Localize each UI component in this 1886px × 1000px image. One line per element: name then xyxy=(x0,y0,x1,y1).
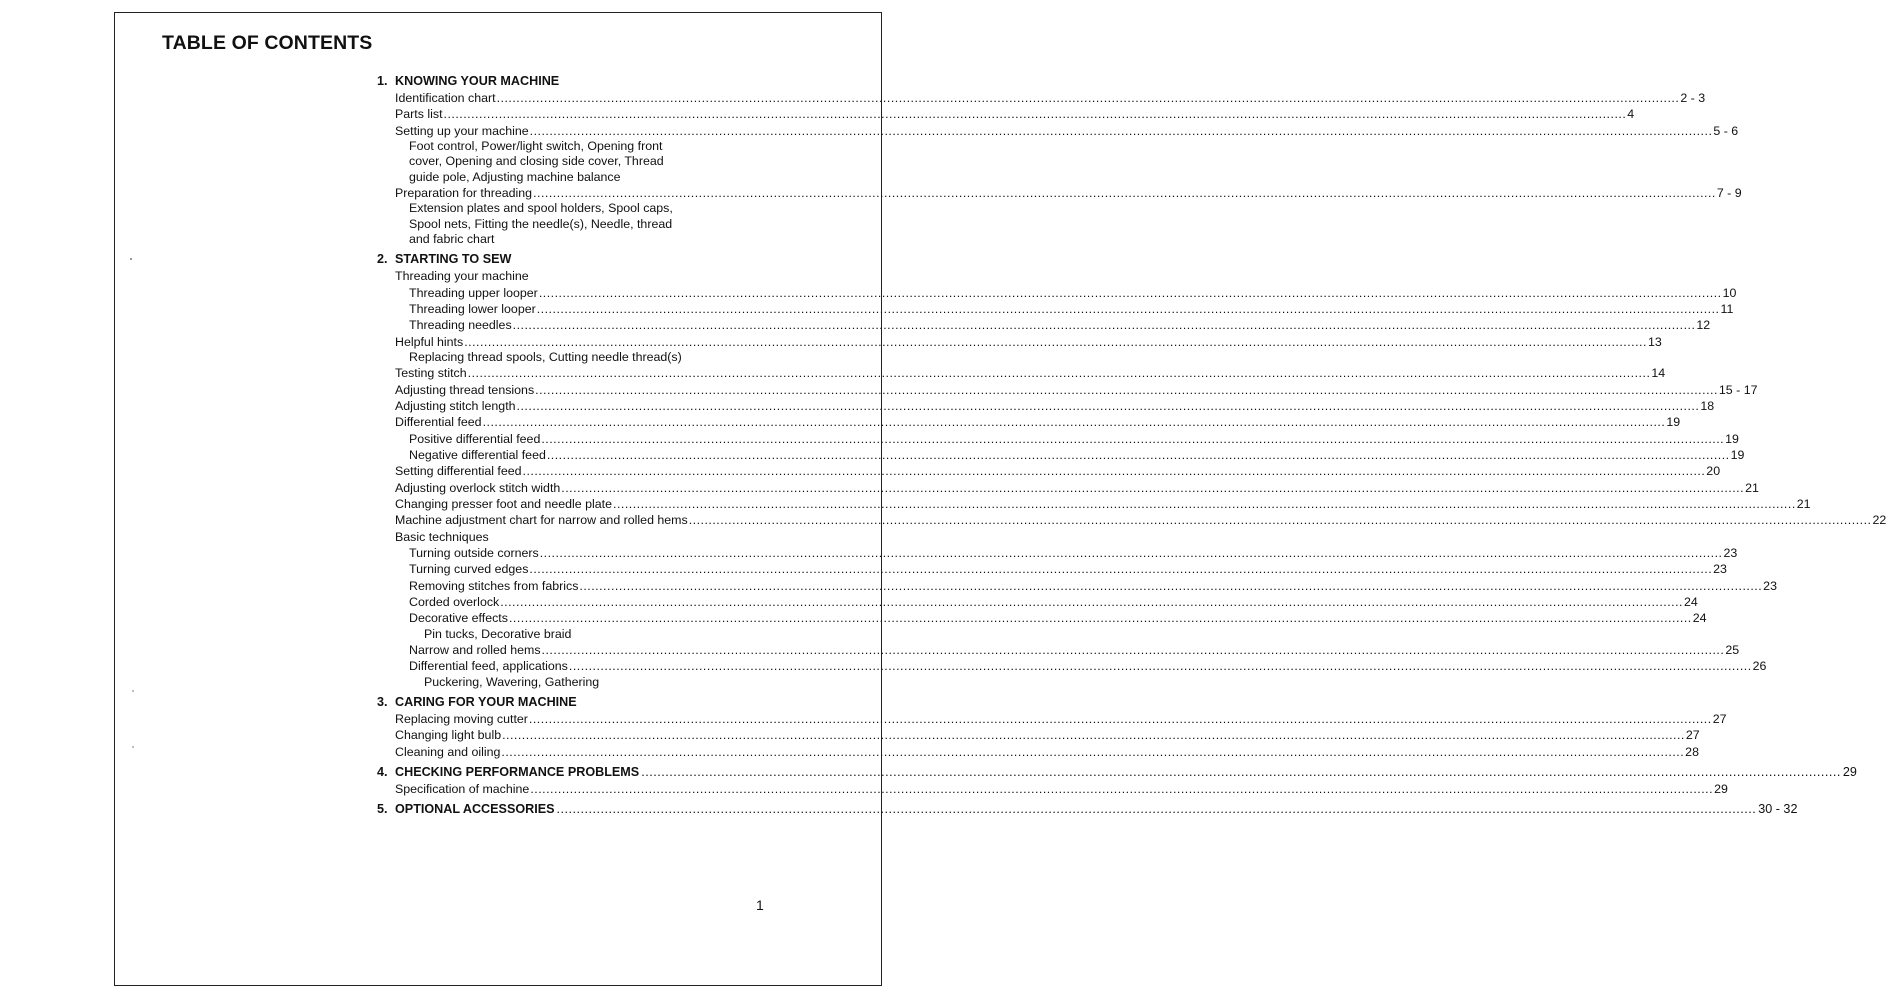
dot-leader: ............................................................................................................................................................................................................................................................................................................ xyxy=(538,285,1722,300)
entry-page: 24 xyxy=(1684,594,1698,609)
page-number: 1 xyxy=(756,897,764,913)
entry-page: 29 xyxy=(1714,781,1728,796)
scan-speck xyxy=(130,258,132,260)
dot-leader: ............................................................................................................................................................................................................................................................................................................ xyxy=(530,781,1714,796)
entry-page: 27 xyxy=(1712,711,1727,726)
entry-page: 23 xyxy=(1713,562,1727,577)
entry-title: Threading your machine xyxy=(395,269,529,284)
toc-entry xyxy=(377,561,1727,577)
toc-subtopics: and fabric chart xyxy=(409,231,495,246)
dot-leader: ............................................................................................................................................................................................................................................................................................................ xyxy=(508,611,1692,626)
entry-page: 23 xyxy=(1763,578,1777,593)
entry-page: 2 - 3 xyxy=(1680,91,1706,105)
scan-speck xyxy=(132,746,134,748)
entry-page: 19 xyxy=(1730,447,1745,462)
entry-title: Setting up your machine xyxy=(395,123,529,138)
toc-entry xyxy=(377,578,1777,594)
entry-page: 19 xyxy=(1666,415,1681,430)
entry-page: 11 xyxy=(1720,301,1734,316)
entry-title: Basic techniques xyxy=(395,529,489,544)
toc-section xyxy=(377,801,1798,818)
entry-title: Turning outside corners xyxy=(409,545,539,560)
toc-entry xyxy=(377,398,1715,414)
entry-title: Adjusting stitch length xyxy=(395,398,516,413)
entry-title: Changing presser foot and needle plate xyxy=(395,496,612,511)
entry-title: Identification chart xyxy=(395,91,496,105)
section-title: STARTING TO SEW xyxy=(395,252,512,267)
section-heading xyxy=(377,251,769,268)
section-page: 29 xyxy=(1842,764,1857,779)
dot-leader: ............................................................................................................................................................................................................................................................................................................ xyxy=(541,642,1725,657)
dot-leader: ............................................................................................................................................................................................................................................................................................................ xyxy=(522,464,1706,479)
toc-section xyxy=(377,764,1857,797)
toc-entry xyxy=(377,512,1886,528)
toc-entry xyxy=(377,90,1706,106)
toc-entry xyxy=(377,185,1742,201)
toc-entry xyxy=(377,658,1767,674)
dot-leader: ............................................................................................................................................................................................................................................................................................................ xyxy=(482,415,1666,430)
entry-title: Specification of machine xyxy=(395,781,530,796)
toc-subtopics: Pin tucks, Decorative braid xyxy=(424,626,572,641)
dot-leader: ............................................................................................................................................................................................................................................................................................................ xyxy=(464,334,1647,349)
toc-entry xyxy=(377,317,1711,333)
dot-leader: ............................................................................................................................................................................................................................................................................................................ xyxy=(568,659,1752,674)
section-title: CHECKING PERFORMANCE PROBLEMS xyxy=(395,764,640,779)
dot-leader: ............................................................................................................................................................................................................................................................................................................ xyxy=(539,545,1723,560)
entry-title: Differential feed xyxy=(395,415,482,430)
entry-title: Differential feed, applications xyxy=(409,659,568,674)
dot-leader: ............................................................................................................................................................................................................................................................................................................ xyxy=(579,578,1763,593)
toc-entry xyxy=(377,365,1666,381)
dot-leader: ............................................................................................................................................................................................................................................................................................................ xyxy=(688,513,1872,528)
section-heading xyxy=(377,694,769,711)
toc-entry xyxy=(377,545,1738,561)
entry-page: 24 xyxy=(1692,611,1707,626)
section-heading xyxy=(377,73,769,90)
toc-entry xyxy=(377,642,1740,658)
section-number: 2. xyxy=(377,252,388,267)
page-title: TABLE OF CONTENTS xyxy=(162,32,373,54)
toc-subtopics: Replacing thread spools, Cutting needle thread(s) xyxy=(409,349,682,364)
entry-title: Testing stitch xyxy=(395,366,467,381)
toc-entry xyxy=(377,334,1662,350)
toc-entry xyxy=(377,727,1700,743)
entry-page: 13 xyxy=(1647,334,1662,349)
dot-leader: ............................................................................................................................................................................................................................................................................................................ xyxy=(512,318,1696,333)
dot-leader: ............................................................................................................................................................................................................................................................................................................ xyxy=(535,382,1718,397)
toc-entry xyxy=(377,594,1698,610)
toc-section xyxy=(377,73,1742,247)
toc-subtopics: Extension plates and spool holders, Spool caps, xyxy=(409,201,673,216)
dot-leader: ............................................................................................................................................................................................................................................................................................................ xyxy=(641,764,1841,779)
entry-title: Machine adjustment chart for narrow and rolled hems xyxy=(395,513,688,528)
entry-title: Threading lower looper xyxy=(409,301,536,316)
entry-page: 15 - 17 xyxy=(1718,382,1758,397)
toc-entry xyxy=(377,529,769,545)
section-page: 30 - 32 xyxy=(1758,802,1798,817)
entry-page: 22 xyxy=(1872,513,1886,528)
toc-entry xyxy=(377,301,1734,317)
toc-entry xyxy=(377,480,1759,496)
entry-title: Narrow and rolled hems xyxy=(409,642,541,657)
dot-leader: ............................................................................................................................................................................................................................................................................................................ xyxy=(529,123,1713,138)
toc-entry xyxy=(377,285,1737,301)
section-number: 4. xyxy=(377,764,388,779)
scan-speck xyxy=(132,690,134,692)
dot-leader: ............................................................................................................................................................................................................................................................................................................ xyxy=(528,711,1712,726)
toc-entry xyxy=(377,382,1758,398)
entry-title: Helpful hints xyxy=(395,334,464,349)
entry-page: 4 xyxy=(1627,107,1635,122)
dot-leader: ............................................................................................................................................................................................................................................................................................................ xyxy=(541,431,1725,446)
entry-page: 5 - 6 xyxy=(1713,123,1739,138)
section-title: OPTIONAL ACCESSORIES xyxy=(395,802,555,817)
dot-leader: ............................................................................................................................................................................................................................................................................................................ xyxy=(443,107,1627,122)
toc-entry xyxy=(377,414,1681,430)
entry-title: Threading upper looper xyxy=(409,285,538,300)
table-of-contents xyxy=(377,73,1886,822)
entry-page: 18 xyxy=(1700,398,1715,413)
toc-entry xyxy=(377,268,769,284)
entry-title: Corded overlock xyxy=(409,594,500,609)
toc-subtopics: Spool nets, Fitting the needle(s), Needle, thread xyxy=(409,216,673,231)
entry-page: 7 - 9 xyxy=(1716,185,1742,200)
dot-leader: ............................................................................................................................................................................................................................................................................................................ xyxy=(561,480,1745,495)
section-number: 1. xyxy=(377,74,388,88)
toc-subtopics: Puckering, Wavering, Gathering xyxy=(424,674,600,689)
dot-leader: ............................................................................................................................................................................................................................................................................................................ xyxy=(500,594,1683,609)
section-number: 5. xyxy=(377,802,388,817)
entry-page: 10 xyxy=(1722,285,1737,300)
dot-leader: ............................................................................................................................................................................................................................................................................................................ xyxy=(529,562,1713,577)
entry-title: Negative differential feed xyxy=(409,447,546,462)
toc-entry xyxy=(377,781,1728,797)
entry-title: Parts list xyxy=(395,107,443,122)
dot-leader: ............................................................................................................................................................................................................................................................................................................ xyxy=(516,398,1700,413)
section-heading xyxy=(377,801,1798,818)
section-number: 3. xyxy=(377,694,388,709)
entry-title: Adjusting overlock stitch width xyxy=(395,480,561,495)
dot-leader: ............................................................................................................................................................................................................................................................................................................ xyxy=(546,447,1730,462)
entry-page: 20 xyxy=(1706,464,1721,479)
toc-entry xyxy=(377,711,1727,727)
section-title: KNOWING YOUR MACHINE xyxy=(395,74,560,88)
toc-entry xyxy=(377,744,1699,760)
toc-section xyxy=(377,694,1727,760)
toc-entry xyxy=(377,496,1811,512)
toc-entry xyxy=(377,610,1707,626)
toc-section xyxy=(377,251,1886,690)
dot-leader: ............................................................................................................................................................................................................................................................................................................ xyxy=(467,366,1651,381)
entry-title: Threading needles xyxy=(409,318,512,333)
dot-leader: ............................................................................................................................................................................................................................................................................................................ xyxy=(501,744,1685,759)
entry-page: 21 xyxy=(1745,480,1759,495)
entry-title: Turning curved edges xyxy=(409,562,529,577)
toc-entry xyxy=(377,447,1745,463)
dot-leader: ............................................................................................................................................................................................................................................................................................................ xyxy=(536,301,1720,316)
dot-leader: ............................................................................................................................................................................................................................................................................................................ xyxy=(502,728,1685,743)
section-heading xyxy=(377,764,1857,781)
toc-entry xyxy=(377,123,1739,139)
dot-leader: ............................................................................................................................................................................................................................................................................................................ xyxy=(556,802,1757,817)
entry-title: Cleaning and oiling xyxy=(395,744,501,759)
entry-page: 28 xyxy=(1685,744,1699,759)
entry-page: 14 xyxy=(1651,366,1666,381)
toc-subtopics: Foot control, Power/light switch, Opening front xyxy=(409,139,663,154)
entry-title: Adjusting thread tensions xyxy=(395,382,535,397)
entry-title: Changing light bulb xyxy=(395,728,502,743)
entry-title: Setting differential feed xyxy=(395,464,522,479)
dot-leader: ............................................................................................................................................................................................................................................................................................................ xyxy=(533,185,1716,200)
entry-title: Positive differential feed xyxy=(409,431,541,446)
toc-entry xyxy=(377,431,1739,447)
dot-leader: ............................................................................................................................................................................................................................................................................................................ xyxy=(496,91,1680,105)
entry-page: 21 xyxy=(1796,496,1811,511)
entry-page: 26 xyxy=(1752,659,1767,674)
toc-entry xyxy=(377,106,1635,122)
entry-title: Decorative effects xyxy=(409,611,508,626)
toc-subtopics: cover, Opening and closing side cover, Thread xyxy=(409,154,664,169)
entry-page: 12 xyxy=(1696,318,1711,333)
entry-title: Preparation for threading xyxy=(395,185,533,200)
entry-title: Removing stitches from fabrics xyxy=(409,578,579,593)
entry-page: 23 xyxy=(1723,545,1738,560)
toc-subtopics: guide pole, Adjusting machine balance xyxy=(409,169,621,184)
entry-page: 25 xyxy=(1725,642,1740,657)
entry-title: Replacing moving cutter xyxy=(395,711,528,726)
entry-page: 27 xyxy=(1685,728,1700,743)
toc-entry xyxy=(377,463,1721,479)
dot-leader: ............................................................................................................................................................................................................................................................................................................ xyxy=(613,496,1796,511)
entry-page: 19 xyxy=(1725,431,1739,446)
section-title: CARING FOR YOUR MACHINE xyxy=(395,694,577,709)
